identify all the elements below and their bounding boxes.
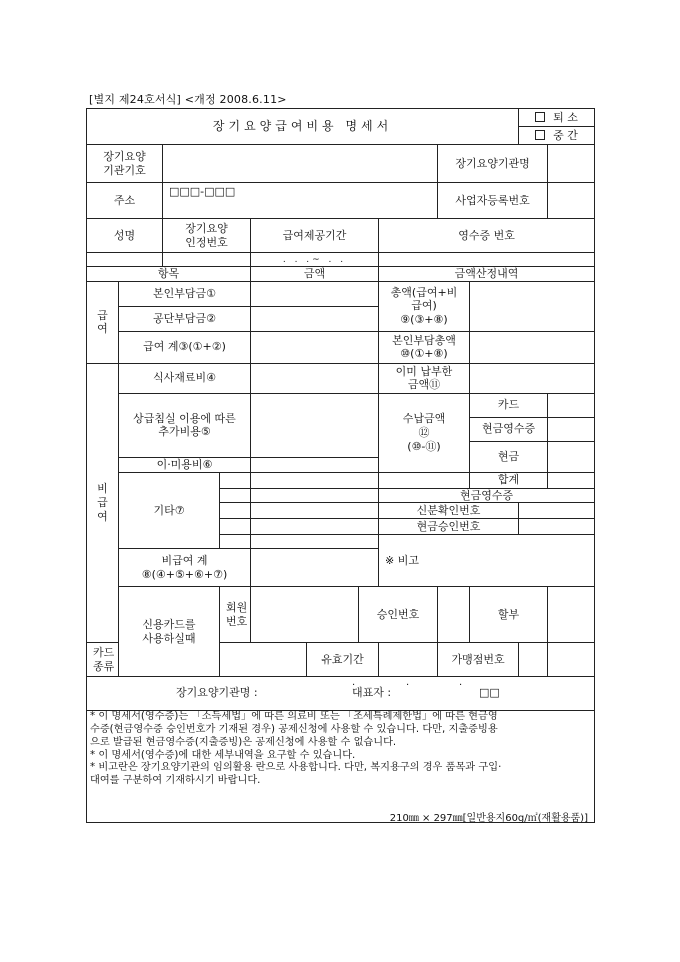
benefit-group-label: 급 여 bbox=[87, 281, 119, 363]
other-cost-amount-2[interactable] bbox=[251, 488, 379, 503]
received-amount-label: 수납금액 ⑫ (⑩-⑪) bbox=[379, 393, 470, 472]
total-amount-field[interactable] bbox=[470, 281, 595, 331]
self-total-label: 본인부담총액 ⑩(①+⑧) bbox=[379, 331, 470, 363]
room-extra-label: 상급침실 이용에 따른 추가비용⑤ bbox=[119, 393, 251, 457]
form-title: 장기요양급여비용 명세서 bbox=[87, 109, 519, 145]
valid-period-label: 유효기간 bbox=[307, 643, 379, 677]
cash-receipt-header: 현금영수증 bbox=[379, 488, 595, 503]
address-label: 주소 bbox=[87, 183, 163, 219]
other-cost-name-5[interactable] bbox=[220, 535, 251, 549]
column-item-header: 항목 bbox=[87, 267, 251, 282]
provider-name-field[interactable] bbox=[548, 145, 595, 183]
payment-empty bbox=[379, 472, 470, 488]
note-line: 으로 발급된 현금영수증(지출증빙)은 공제신청에 사용할 수 없습니다. bbox=[90, 736, 397, 748]
installment-label: 할부 bbox=[470, 587, 548, 643]
valid-period-field[interactable] bbox=[379, 643, 438, 677]
paper-spec: 210㎜ × 297㎜[일반용지60g/㎡(재활용품)] bbox=[389, 813, 588, 824]
beauty-cost-label: 이·미용비⑥ bbox=[119, 457, 251, 472]
checkbox-discharge[interactable]: 퇴 소 bbox=[519, 109, 595, 127]
approval-number-field[interactable] bbox=[438, 587, 470, 643]
checkbox-icon bbox=[535, 112, 545, 122]
public-pay-amount[interactable] bbox=[251, 306, 379, 331]
provider-name-signature-label: 장기요양기관명 : bbox=[176, 686, 258, 700]
self-pay-amount[interactable] bbox=[251, 281, 379, 306]
card-label: 카드 bbox=[470, 393, 548, 417]
recipient-name-field[interactable] bbox=[87, 253, 163, 267]
note-line: * 이 명세서(영수증)는 「소득세법」에 따른 의료비 또는 「조세특례제한법」에 따른 현금영 bbox=[90, 711, 498, 723]
cash-approval-label: 현금승인번호 bbox=[379, 519, 519, 535]
public-pay-label: 공단부담금② bbox=[119, 306, 251, 331]
merchant-number-field[interactable] bbox=[519, 643, 548, 677]
amount-used-field[interactable] bbox=[548, 643, 595, 677]
meal-cost-label: 식사재료비④ bbox=[119, 363, 251, 393]
cash-label: 현금 bbox=[470, 441, 548, 472]
member-number-field[interactable] bbox=[251, 587, 359, 643]
checkbox-icon bbox=[535, 130, 545, 140]
checkbox-interim[interactable]: 중 간 bbox=[519, 127, 595, 145]
credit-card-label: 신용카드를 사용하실때 bbox=[119, 587, 220, 677]
note-line: 수증(현금영수증 승인번호가 기재된 경우) 공제신청에 사용할 수 있습니다. 다만, 지출증빙용 bbox=[90, 724, 498, 735]
certification-number-label: 장기요양 인정번호 bbox=[163, 219, 251, 253]
long-term-care-statement-form bbox=[86, 108, 595, 823]
other-cost-amount-4[interactable] bbox=[251, 519, 379, 535]
other-cost-amount-3[interactable] bbox=[251, 503, 379, 519]
cash-field[interactable] bbox=[548, 441, 595, 472]
other-cost-name-1[interactable] bbox=[220, 472, 251, 488]
total-amount-label: 총액(급여+비 급여) ⑨(③+⑧) bbox=[379, 281, 470, 331]
representative-label: 대표자 : bbox=[352, 686, 392, 700]
already-paid-field[interactable] bbox=[470, 363, 595, 393]
receipt-number-label: 영수증 번호 bbox=[379, 219, 595, 253]
notes-box bbox=[87, 711, 595, 823]
cash-receipt-label: 현금영수증 bbox=[470, 417, 548, 441]
service-period-field[interactable]: . . .~ . . bbox=[251, 253, 379, 267]
certification-number-field[interactable] bbox=[163, 253, 251, 267]
service-period-label: 급여제공기간 bbox=[251, 219, 379, 253]
receipt-number-field[interactable] bbox=[379, 253, 595, 267]
other-cost-name-2[interactable] bbox=[220, 488, 251, 503]
address-field[interactable]: □□□-□□□ bbox=[163, 183, 438, 219]
self-total-field[interactable] bbox=[470, 331, 595, 363]
room-extra-amount[interactable] bbox=[251, 393, 379, 457]
already-paid-label: 이미 납부한 금액⑪ bbox=[379, 363, 470, 393]
nonbenefit-group-label: 비 급 여 bbox=[87, 363, 119, 643]
installment-field[interactable] bbox=[548, 587, 595, 643]
cash-receipt-field[interactable] bbox=[548, 417, 595, 441]
merchant-number-label: 가맹점번호 bbox=[438, 643, 519, 677]
meal-cost-amount[interactable] bbox=[251, 363, 379, 393]
column-calc-header: 금액산정내역 bbox=[379, 267, 595, 282]
nonbenefit-subtotal-label: 비급여 계 ⑧(④+⑤+⑥+⑦) bbox=[119, 549, 251, 587]
signature-row: . . . 장기요양기관명 : 대표자 : □□ bbox=[87, 677, 595, 711]
other-cost-label: 기타⑦ bbox=[119, 472, 220, 549]
approval-number-label: 승인번호 bbox=[359, 587, 438, 643]
sum-label: 합계 bbox=[470, 472, 548, 488]
other-cost-name-4[interactable] bbox=[220, 519, 251, 535]
member-number-label: 회원 번호 bbox=[220, 587, 251, 643]
note-line: * 이 명세서(영수증)에 대한 세부내역을 요구할 수 있습니다. bbox=[90, 749, 356, 761]
column-amount-header: 금액 bbox=[251, 267, 379, 282]
benefit-subtotal-amount[interactable] bbox=[251, 331, 379, 363]
id-number-field[interactable] bbox=[519, 503, 595, 519]
other-cost-name-3[interactable] bbox=[220, 503, 251, 519]
seal-mark: □□ bbox=[479, 686, 500, 700]
nonbenefit-subtotal-amount[interactable] bbox=[251, 549, 379, 587]
note-line: 대여를 구분하여 기재하시기 바랍니다. bbox=[90, 775, 261, 786]
note-line: * 비고란은 장기요양기관의 임의활용 란으로 사용합니다. 다만, 복지용구의 경우 품목과 구입· bbox=[90, 762, 502, 774]
beauty-cost-amount[interactable] bbox=[251, 457, 379, 472]
self-pay-label: 본인부담금① bbox=[119, 281, 251, 306]
business-number-label: 사업자등록번호 bbox=[438, 183, 548, 219]
card-type-field[interactable] bbox=[220, 643, 307, 677]
card-field[interactable] bbox=[548, 393, 595, 417]
other-cost-amount-1[interactable] bbox=[251, 472, 379, 488]
form-number-header: [별지 제24호서식] <개정 2008.6.11> bbox=[89, 93, 287, 106]
recipient-name-label: 성명 bbox=[87, 219, 163, 253]
provider-code-field[interactable] bbox=[163, 145, 438, 183]
cash-approval-field[interactable] bbox=[519, 519, 595, 535]
remark-field[interactable]: ※ 비고 bbox=[379, 535, 595, 587]
business-number-field[interactable] bbox=[548, 183, 595, 219]
benefit-subtotal-label: 급여 계③(①+②) bbox=[119, 331, 251, 363]
id-number-label: 신분확인번호 bbox=[379, 503, 519, 519]
provider-name-label: 장기요양기관명 bbox=[438, 145, 548, 183]
card-type-label: 카드 종류 bbox=[87, 643, 119, 677]
other-cost-amount-5[interactable] bbox=[251, 535, 379, 549]
sum-field[interactable] bbox=[548, 472, 595, 488]
provider-code-label: 장기요양 기관기호 bbox=[87, 145, 163, 183]
